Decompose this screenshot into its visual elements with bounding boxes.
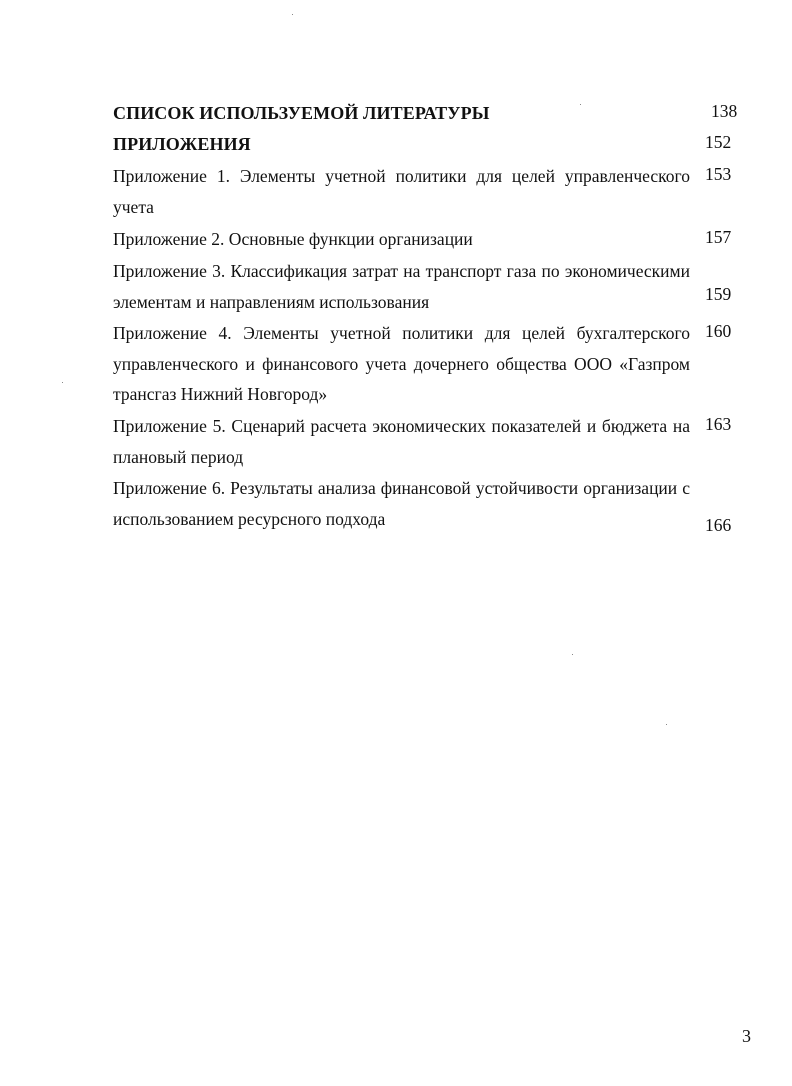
toc-page-number: 159 (705, 284, 732, 304)
toc-page-number: 153 (705, 164, 732, 184)
toc-page-number: 138 (711, 101, 738, 121)
toc-page-number: 166 (705, 515, 732, 535)
scan-speck (666, 724, 667, 725)
toc-entry-title: Приложение 6. Результаты анализа финансовой устойчивости организации с использованием ресурсного подхода (113, 478, 690, 529)
toc-page-number: 152 (705, 132, 732, 152)
scan-speck (580, 104, 581, 105)
toc-entry-title: ПРИЛОЖЕНИЯ (113, 134, 251, 154)
toc-page-number: 157 (705, 227, 732, 247)
toc-entry-title: Приложение 3. Классификация затрат на транспорт газа по экономическими элементам и направлениям использования (113, 261, 690, 312)
toc-page-number: 163 (705, 414, 732, 434)
scan-speck (572, 654, 573, 655)
scan-speck (292, 14, 293, 15)
toc-page-number: 160 (705, 321, 732, 341)
toc-entry-title: Приложение 1. Элементы учетной политики для целей управленческого учета (113, 166, 690, 217)
toc-entry-title: Приложение 5. Сценарий расчета экономических показателей и бюджета на плановый период (113, 416, 690, 467)
toc-entry-title: Приложение 2. Основные функции организации (113, 229, 473, 249)
toc-entry-title: СПИСОК ИСПОЛЬЗУЕМОЙ ЛИТЕРАТУРЫ (113, 103, 490, 123)
scan-speck (62, 382, 63, 383)
page-number: 3 (742, 1026, 751, 1046)
toc-entry-title: Приложение 4. Элементы учетной политики для целей бухгалтерского управленческого и финансового учета дочернего общества ООО «Газпром трансгаз Нижний Новгород» (113, 323, 690, 404)
